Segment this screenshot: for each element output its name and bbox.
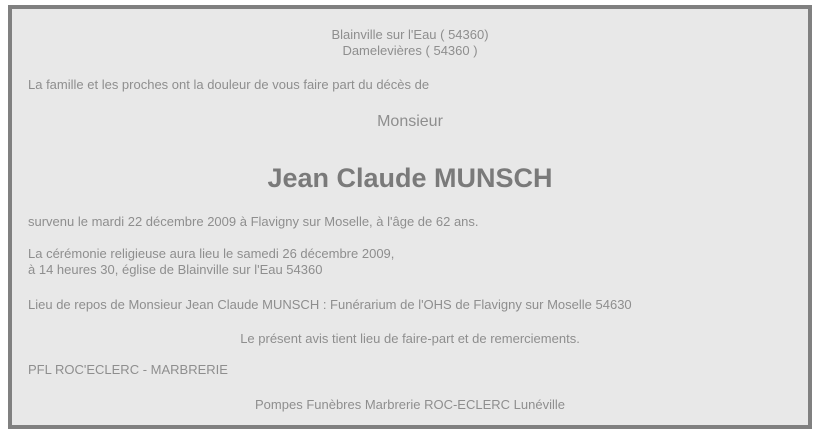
repose-line: Lieu de repos de Monsieur Jean Claude MUNSCH : Funérarium de l'OHS de Flavigny sur Moselle 54630: [28, 297, 632, 312]
town-line-1: Blainville sur l'Eau ( 54360): [331, 27, 489, 42]
town-line-2: Damelevières ( 54360 ): [342, 43, 478, 58]
intro-line: La famille et les proches ont la douleur de vous faire part du décès de: [28, 77, 430, 92]
death-info-line: survenu le mardi 22 décembre 2009 à Flavigny sur Moselle, à l'âge de 62 ans.: [28, 214, 479, 229]
town-list: [28, 27, 792, 59]
deceased-name: Jean Claude MUNSCH: [267, 163, 553, 193]
ceremony-line-2: à 14 heures 30, église de Blainville sur l'Eau 54360: [28, 262, 323, 277]
closing-line: Le présent avis tient lieu de faire-part et de remerciements.: [240, 331, 580, 346]
civility-line: Monsieur: [377, 113, 443, 130]
notice-content: [12, 9, 808, 413]
ceremony-line-1: La cérémonie religieuse aura lieu le samedi 26 décembre 2009,: [28, 246, 395, 261]
signature-line: Pompes Funèbres Marbrerie ROC-ECLERC Lunéville: [255, 397, 565, 412]
ceremony-block: [28, 246, 792, 278]
funeral-home-line: PFL ROC'ECLERC - MARBRERIE: [28, 362, 228, 377]
death-notice-card: [8, 5, 812, 429]
